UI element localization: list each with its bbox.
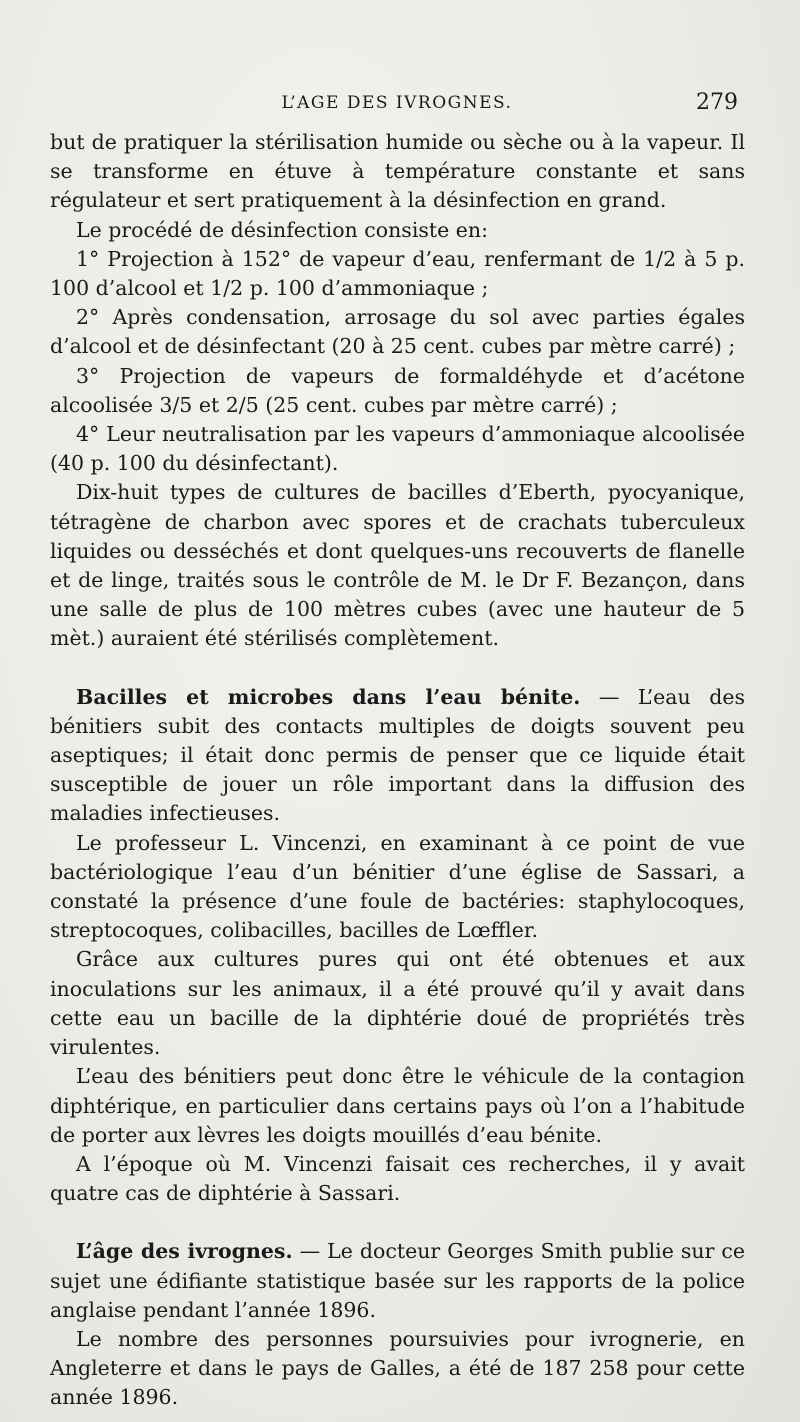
section-ivrognes-intro <box>50 1237 745 1325</box>
list-item-neutralisation: 4° Leur neutralisation par les vapeurs d’ammoniaque alcoolisée (40 p. 100 du désinfectant). <box>50 422 745 476</box>
section-heading: L’âge des ivrognes. <box>76 1239 293 1264</box>
list-item-projection: 1° Projection à 152° de vapeur d’eau, renfermant de 1/2 à 5 p. 100 d’alcool et 1/2 p. 100 d’ammoniaque ; <box>50 246 745 301</box>
paragraph: Le professeur L. Vincenzi, en examinant à ce point de vue bactériologique l’eau d’un bénitier d’une église de Sassari, a constaté la présence d’une foule de bactéries: staphylocoques, streptocoques, colibacilles, bacilles de Lœffler. <box>50 830 745 943</box>
section-gap <box>50 1208 745 1237</box>
section-lead-text: — L’eau des bénitiers subit des contacts multiples de doigts souvent peu aseptiques; il était donc permis de penser que ce liquide était susceptible de jouer un rôle important dans la diffusion des maladies infectieuses. <box>50 684 745 826</box>
paragraph: Dix-huit types de cultures de bacilles d’Eberth, pyocyanique, tétragène de charbon avec spores et de crachats tuberculeux liquides ou desséchés et dont quelques-uns recouverts de flanelle et de linge, traités sous le contrôle de M. le Dr F. Bezançon, dans une salle de plus de 100 mètres cubes (avec une hauteur de 5 mèt.) auraient été stérilisés complètement. <box>50 480 745 651</box>
paragraph: Le procédé de désinfection consiste en: <box>76 217 489 242</box>
section-lead-text: — Le docteur Georges Smith publie sur ce sujet une édifiante statistique basée sur les rapports de la police anglaise pendant l’année 1896. <box>50 1239 745 1322</box>
list-item-formaldehyde: 3° Projection de vapeurs de formaldéhyde et d’acétone alcoolisée 3/5 et 2/5 (25 cent. cubes par mètre carré) ; <box>50 363 745 417</box>
page-number: 279 <box>696 90 738 115</box>
body-text <box>50 128 745 1413</box>
section-gap <box>50 654 745 683</box>
list-item-condensation: 2° Après condensation, arrosage du sol avec parties égales d’alcool et de désinfectant (20 à 25 cent. cubes par mètre carré) ; <box>50 305 745 359</box>
section-heading: Bacilles et microbes dans l’eau bénite. <box>76 684 581 709</box>
running-head <box>52 90 742 120</box>
paragraph: Le nombre des personnes poursuivies pour ivrognerie, en Angleterre et dans le pays de Galles, a été de 187 258 pour cette année 1896. <box>50 1326 745 1410</box>
paragraph-continued: but de pratiquer la stérilisation humide ou sèche ou à la vapeur. Il se transforme en étuve à température constante et sans régulateur et sert pratiquement à la désinfection en grand. <box>50 130 745 213</box>
paragraph: L’eau des bénitiers peut donc être le véhicule de la contagion diphtérique, en particulier dans certains pays où l’on a l’habitude de porter aux lèvres les doigts mouillés d’eau bénite. <box>50 1064 745 1147</box>
running-title: L’AGE DES IVROGNES. <box>281 93 513 113</box>
paragraph: A l’époque où M. Vincenzi faisait ces recherches, il y avait quatre cas de diphtérie à Sassari. <box>50 1151 745 1206</box>
section-bacilles-intro <box>50 683 745 829</box>
paragraph: Grâce aux cultures pures qui ont été obtenues et aux inoculations sur les animaux, il a été prouvé qu’il y avait dans cette eau un bacille de la diphtérie doué de propriétés très virulentes. <box>50 947 745 1060</box>
